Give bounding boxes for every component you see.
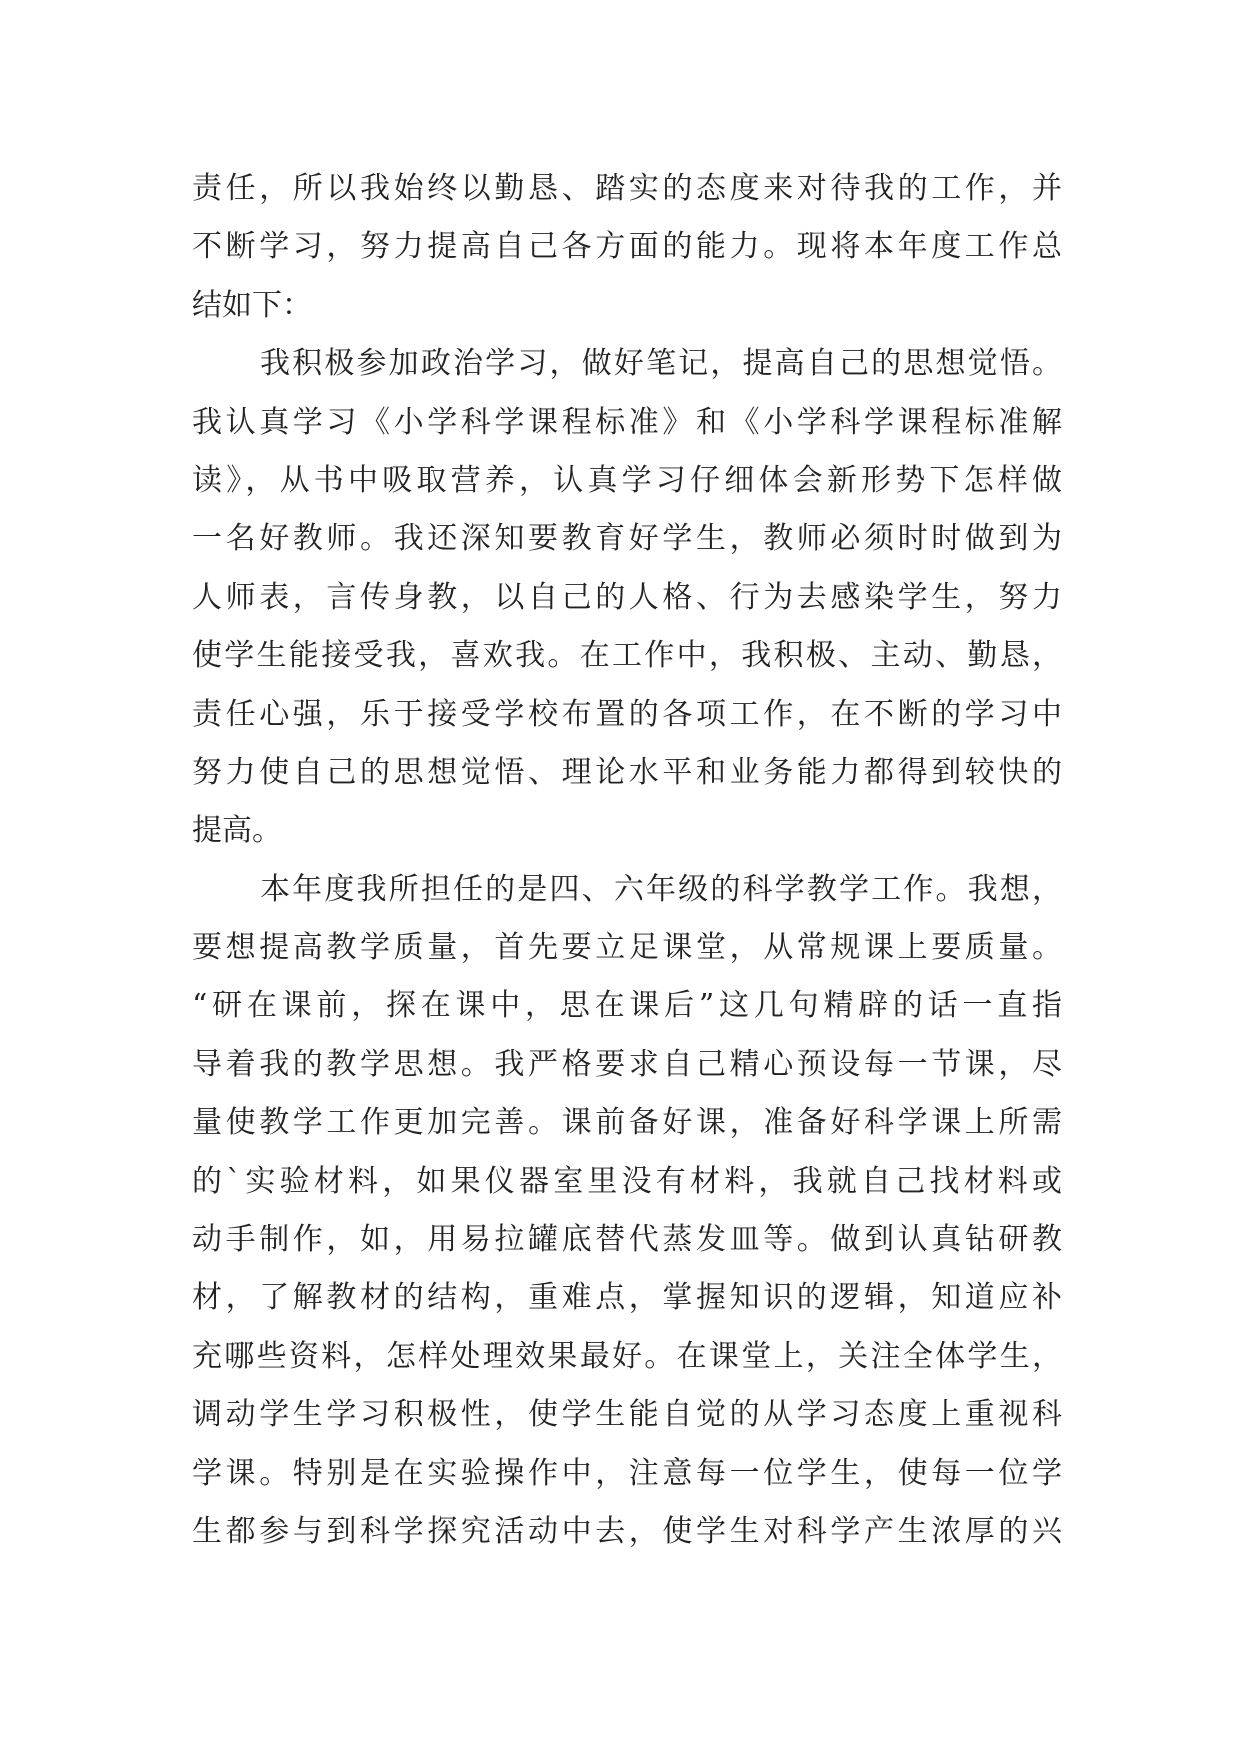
text-line: 责任心强，乐于接受学校布置的各项工作，在不断的学习中 xyxy=(192,696,1062,732)
paragraph xyxy=(192,160,1062,335)
text-line: 我认真学习《小学科学课程标准》和《小学科学课程标准解 xyxy=(192,404,1062,440)
text-line: 量使教学工作更加完善。课前备好课，准备好科学课上所需 xyxy=(192,1105,1062,1141)
text-line: 我积极参加政治学习，做好笔记，提高自己的思想觉悟。 xyxy=(260,346,1062,382)
text-line: 要想提高教学质量，首先要立足课堂，从常规课上要质量。 xyxy=(192,930,1062,966)
text-line: 本年度我所担任的是四、六年级的科学教学工作。我想， xyxy=(260,871,1062,907)
text-line: 结如下： xyxy=(192,287,312,323)
text-line: “研在课前，探在课中，思在课后”这几句精辟的话一直指 xyxy=(192,988,1062,1024)
text-line: 一名好教师。我还深知要教育好学生，教师必须时时做到为 xyxy=(192,521,1062,557)
paragraph xyxy=(192,335,1062,861)
text-line: 读》，从书中吸取营养，认真学习仔细体会新形势下怎样做 xyxy=(192,462,1062,498)
body-text xyxy=(192,160,1062,1561)
text-line: 责任，所以我始终以勤恳、踏实的态度来对待我的工作，并 xyxy=(192,171,1062,206)
text-line: 材，了解教材的结构，重难点，掌握知识的逻辑，知道应补 xyxy=(192,1280,1062,1316)
text-line: 充哪些资料，怎样处理效果最好。在课堂上，关注全体学生， xyxy=(192,1338,1062,1374)
paragraph xyxy=(192,861,1062,1562)
text-line: 调动学生学习积极性，使学生能自觉的从学习态度上重视科 xyxy=(192,1397,1062,1433)
text-line: 动手制作，如，用易拉罐底替代蒸发皿等。做到认真钻研教 xyxy=(192,1222,1062,1258)
text-line: 人师表，言传身教，以自己的人格、行为去感染学生，努力 xyxy=(192,579,1062,615)
text-line: 不断学习，努力提高自己各方面的能力。现将本年度工作总 xyxy=(192,229,1062,265)
text-line: 使学生能接受我，喜欢我。在工作中，我积极、主动、勤恳， xyxy=(192,638,1062,674)
text-line: 努力使自己的思想觉悟、理论水平和业务能力都得到较快的 xyxy=(192,754,1062,790)
text-line: 生都参与到科学探究活动中去，使学生对科学产生浓厚的兴 xyxy=(192,1513,1062,1549)
text-line: 导着我的教学思想。我严格要求自己精心预设每一节课，尽 xyxy=(192,1046,1062,1082)
text-line: 的`实验材料，如果仪器室里没有材料，我就自己找材料或 xyxy=(192,1163,1062,1199)
text-line: 学课。特别是在实验操作中，注意每一位学生，使每一位学 xyxy=(192,1455,1062,1491)
text-line: 提高。 xyxy=(192,813,282,849)
